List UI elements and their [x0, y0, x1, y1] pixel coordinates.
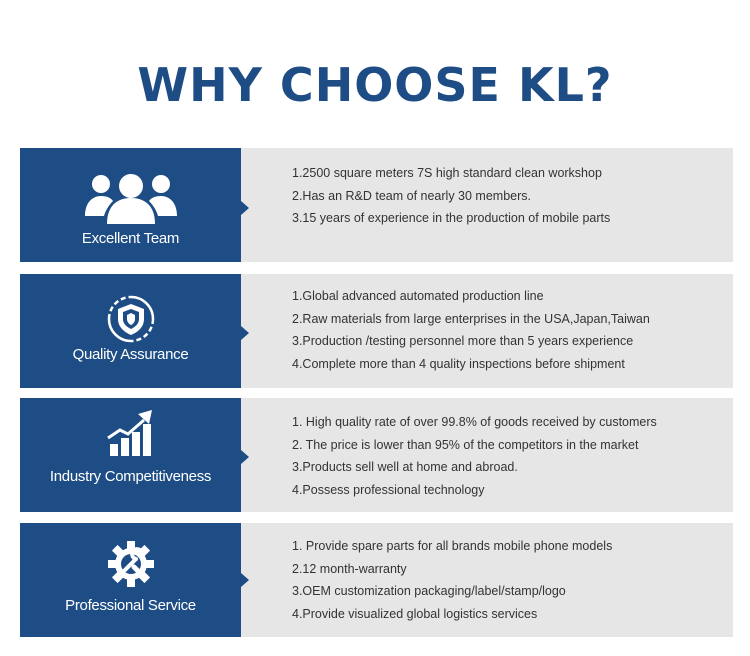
list-item: 1.2500 square meters 7S high standard clean workshop [292, 166, 602, 180]
list-item: 3.15 years of experience in the production of mobile parts [292, 211, 611, 225]
shield-icon [20, 292, 241, 351]
list-item: 4.Complete more than 4 quality inspections before shipment [292, 356, 625, 371]
card-label: Professional Service [65, 597, 196, 614]
list-item: 4.Possess professional technology [292, 482, 485, 497]
team-icon [20, 172, 241, 229]
list-item: 2.12 month-warranty [292, 561, 407, 576]
growth-chart-icon [20, 408, 241, 463]
page-title: WHY CHOOSE KL? [137, 58, 613, 112]
list-item: 3.OEM customization packaging/label/stamp/logo [292, 584, 566, 598]
card-quality-assurance [20, 274, 733, 388]
list-item: 1.Global advanced automated production line [292, 289, 544, 303]
list-item: 2.Raw materials from large enterprises in the USA,Japan,Taiwan [292, 311, 650, 326]
gear-wrench-icon [20, 539, 241, 594]
list-item: 2. The price is lower than 95% of the competitors in the market [292, 437, 639, 452]
card-label: Quality Assurance [72, 346, 189, 363]
list-item: 1. High quality rate of over 99.8% of goods received by customers [292, 415, 657, 429]
feature-list [292, 162, 610, 230]
list-item: 4.Provide visualized global logistics services [292, 606, 538, 621]
arrow-pointer [241, 450, 249, 464]
card-label: Industry Competitiveness [49, 468, 212, 485]
feature-list [292, 535, 612, 625]
arrow-pointer [241, 326, 249, 340]
list-item: 3.Products sell well at home and abroad. [292, 460, 518, 474]
card-industry-competitiveness [20, 398, 733, 512]
card-excellent-team [20, 148, 733, 262]
arrow-pointer [241, 201, 249, 215]
arrow-pointer [241, 573, 249, 587]
list-item: 3.Production /testing personnel more than 5 years experience [292, 334, 634, 348]
list-item: 2.Has an R&D team of nearly 30 members. [292, 188, 531, 203]
list-item: 1. Provide spare parts for all brands mobile phone models [292, 539, 613, 553]
feature-list [292, 411, 657, 501]
feature-list [292, 285, 650, 375]
card-label: Excellent Team [81, 230, 180, 247]
card-professional-service [20, 523, 733, 637]
